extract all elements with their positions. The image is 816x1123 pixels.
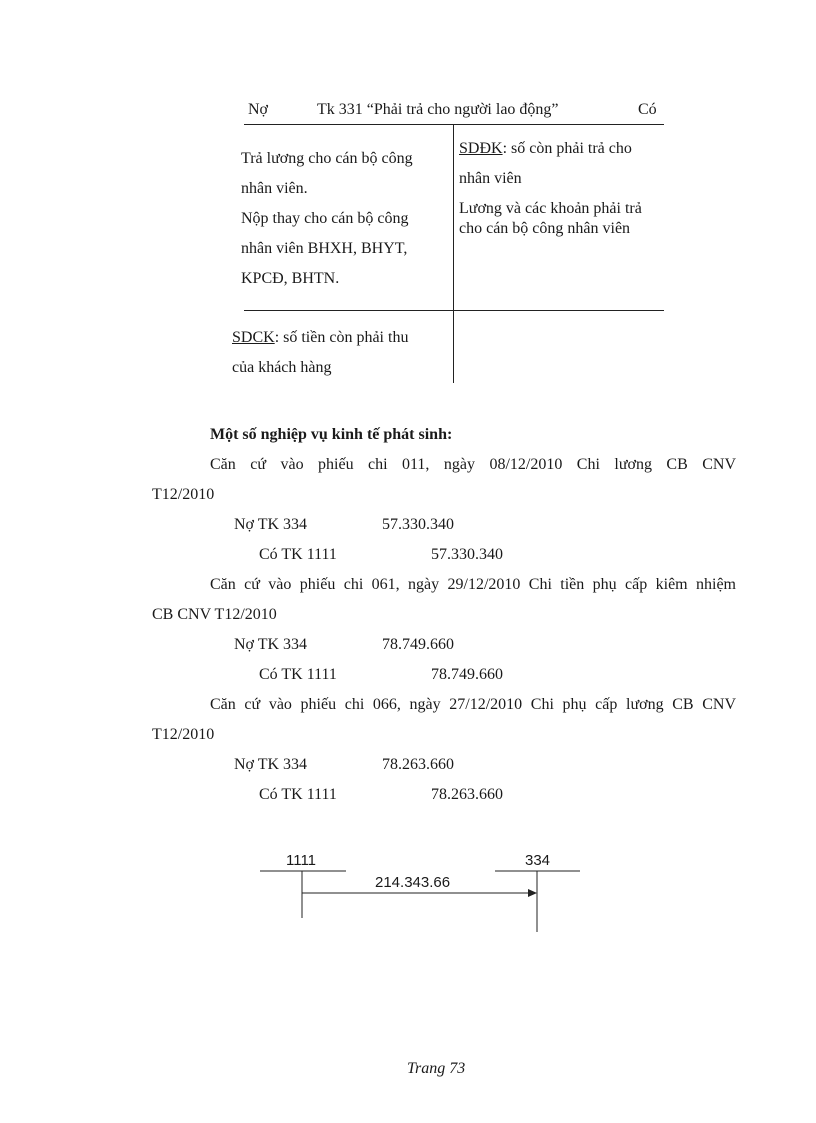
transaction-text: Căn cứ vào phiếu chi 061, ngày 29/12/2010 Chi tiền phụ cấp kiêm nhiệm (210, 576, 736, 593)
debit-amount: 57.330.340 (382, 516, 454, 533)
credit-line: cho cán bộ công nhân viên (459, 220, 631, 237)
credit-amount: 78.263.660 (431, 786, 503, 803)
opening-balance-line2: nhân viên (459, 170, 522, 187)
opening-balance-text: : số còn phải trả cho (502, 140, 632, 157)
closing-balance-label: SDCK (232, 329, 275, 346)
transaction-text-cont: T12/2010 (152, 726, 215, 743)
transaction-text-cont: CB CNV T12/2010 (152, 606, 277, 623)
transfer-arrow-head (528, 889, 537, 897)
page-number: Trang 73 (407, 1060, 466, 1077)
transaction-text: Căn cứ vào phiếu chi 011, ngày 08/12/2010 Chi lương CB CNV (210, 456, 736, 473)
opening-balance-label: SDĐK (459, 140, 503, 157)
credit-entry: Có TK 1111 (259, 546, 337, 563)
debit-amount: 78.749.660 (382, 636, 454, 653)
debit-label: Nợ (248, 101, 269, 118)
from-account-label: 1111 (286, 852, 317, 869)
credit-amount: 78.749.660 (431, 666, 503, 683)
credit-label: Có (638, 101, 657, 118)
closing-balance-line2: của khách hàng (232, 359, 332, 376)
debit-entry: Nợ TK 334 (234, 516, 308, 533)
to-account-label: 334 (525, 852, 551, 869)
credit-entry: Có TK 1111 (259, 666, 337, 683)
closing-balance-text: : số tiền còn phải thu (274, 329, 409, 346)
credit-amount: 57.330.340 (431, 546, 503, 563)
debit-line: Nộp thay cho cán bộ công (241, 210, 409, 227)
account-title: Tk 331 “Phải trả cho người lao động” (317, 101, 559, 118)
debit-entry: Nợ TK 334 (234, 636, 308, 653)
section-heading: Một số nghiệp vụ kinh tế phát sinh: (210, 426, 453, 443)
debit-entry: Nợ TK 334 (234, 756, 308, 773)
debit-line: KPCĐ, BHTN. (241, 270, 340, 287)
transaction-text: Căn cứ vào phiếu chi 066, ngày 27/12/2010 Chi phụ cấp lương CB CNV (210, 696, 736, 713)
debit-line: nhân viên BHXH, BHYT, (241, 240, 408, 257)
debit-line: Trả lương cho cán bộ công (241, 150, 413, 167)
credit-line: Lương và các khoản phải trả (459, 200, 642, 217)
credit-entry: Có TK 1111 (259, 786, 337, 803)
transfer-amount: 214.343.66 (375, 874, 451, 891)
debit-amount: 78.263.660 (382, 756, 454, 773)
debit-line: nhân viên. (241, 180, 308, 197)
transaction-text-cont: T12/2010 (152, 486, 215, 503)
